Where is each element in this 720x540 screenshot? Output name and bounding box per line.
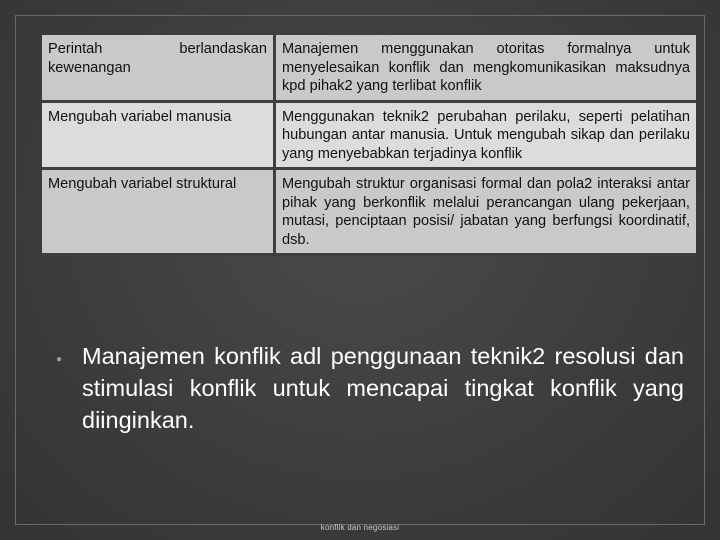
bullet-icon: ● (56, 354, 63, 365)
table-row (42, 35, 696, 103)
table-cell-technique: Perintah berlandaskan kewenangan (42, 35, 276, 103)
table-cell-description: Manajemen menggunakan otoritas formalnya untuk menyelesaikan konflik dan mengkomunikasikan maksudnya kpd pihak2 yang terlibat konflik (276, 35, 696, 103)
bullet-text: Manajemen konflik adl penggunaan teknik2 resolusi dan stimulasi konflik untuk mencapai tingkat konflik yang diinginkan. (82, 343, 684, 433)
table-row (42, 170, 696, 256)
table-cell-description: Mengubah struktur organisasi formal dan pola2 interaksi antar pihak yang berkonflik melalui perancangan ulang pekerjaan, mutasi, penciptaan posisi/ jabatan yang berfungsi koordinatif, dsb. (276, 170, 696, 256)
table-cell-description: Menggunakan teknik2 perubahan perilaku, seperti pelatihan hubungan antar manusia. Untuk mengubah sikap dan perilaku yang menyebabkan terjadinya konflik (276, 103, 696, 171)
bullet-point (48, 340, 684, 436)
slide-footer: konflik dan negosiasi (320, 523, 400, 532)
table-cell-technique: Mengubah variabel struktural (42, 170, 276, 256)
table-row (42, 103, 696, 171)
table-cell-technique: Mengubah variabel manusia (42, 103, 276, 171)
conflict-techniques-table (42, 35, 696, 256)
